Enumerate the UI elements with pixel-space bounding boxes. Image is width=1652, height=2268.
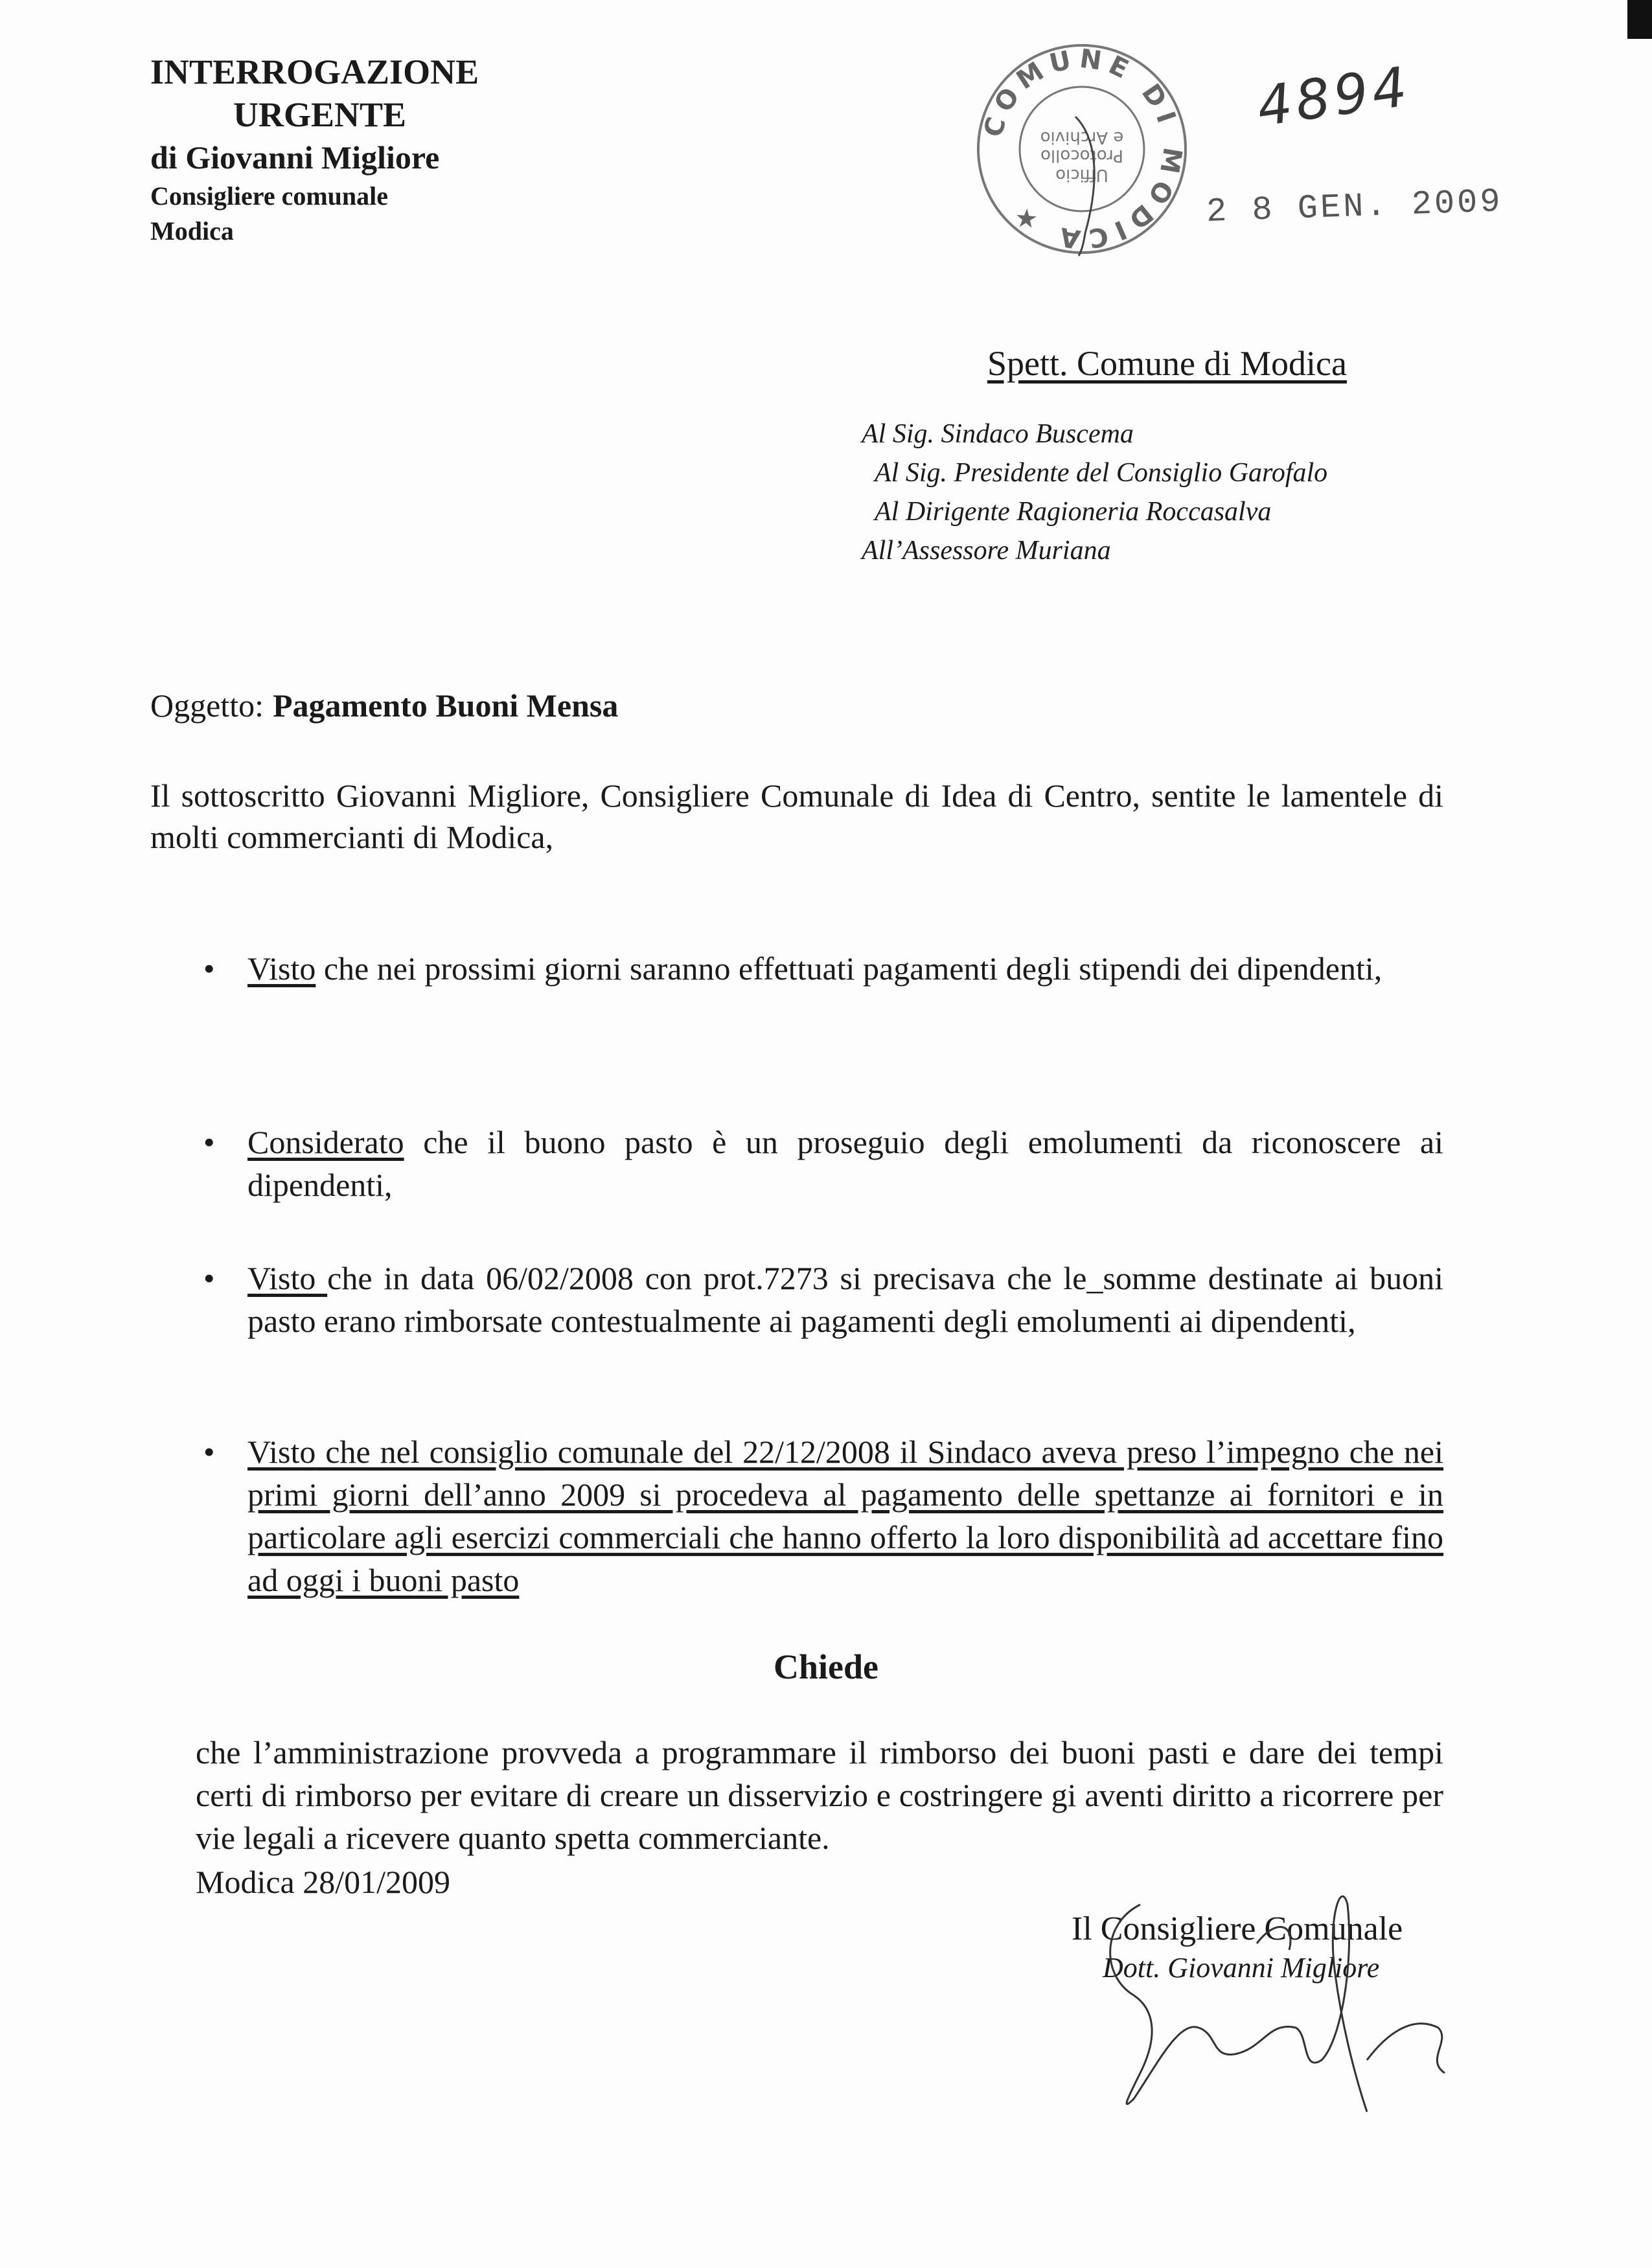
protocol-number: 4894 bbox=[1253, 54, 1415, 139]
bullet-icon: • bbox=[203, 1434, 215, 1470]
urgency-label: URGENTE bbox=[233, 95, 407, 134]
bullet-text: che nei prossimi giorni saranno effettuati pagamenti degli stipendi dei dipendenti, bbox=[315, 950, 1382, 987]
list-item bbox=[150, 947, 1443, 990]
bullet-text: che nel consiglio comunale del 22/12/2008 il Sindaco aveva preso l’impegno che nei primi giorni dell’anno 2009 si procedeva al pagamento delle spettanze ai fornitori e in particolare agli esercizi commerciali che hanno offerto la loro disponibilità ad accettare fino ad oggi i buoni pasto bbox=[247, 1434, 1443, 1598]
list-item bbox=[150, 1257, 1443, 1342]
subject-line bbox=[150, 687, 618, 724]
bullet-lead: Visto bbox=[247, 1260, 328, 1296]
bullet-text: che il buono pasto è un proseguio degli emolumenti da riconoscere ai dipendenti, bbox=[247, 1124, 1443, 1203]
bullet-lead: Considerato bbox=[247, 1124, 404, 1160]
document-type: INTERROGAZIONE bbox=[150, 52, 479, 91]
sender-role: Consigliere comunale bbox=[150, 181, 389, 211]
recipient-item: Al Sig. Sindaco Buscema bbox=[862, 419, 1134, 449]
place-date: Modica 28/01/2009 bbox=[196, 1864, 451, 1900]
recipient-item: Al Dirigente Ragioneria Roccasalva bbox=[875, 497, 1272, 527]
bullet-icon: • bbox=[203, 1260, 215, 1296]
bullet-icon: • bbox=[203, 1124, 215, 1160]
recipient-list bbox=[862, 415, 1327, 570]
svg-text:Protocollo: Protocollo bbox=[1040, 146, 1123, 165]
bullet-lead: Visto bbox=[247, 950, 316, 987]
subject-value: Pagamento Buoni Mensa bbox=[272, 687, 619, 724]
svg-text:e Archivio: e Archivio bbox=[1040, 128, 1124, 147]
signature-title: Il Consigliere Comunale bbox=[1072, 1910, 1403, 1947]
addressee: Spett. Comune di Modica bbox=[987, 344, 1347, 383]
intro-paragraph: Il sottoscritto Giovanni Migliore, Consigliere Comunale di Idea di Centro, sentite le lamentele di molti commercianti di Modica, bbox=[150, 777, 1443, 855]
request-heading: Chiede bbox=[774, 1647, 878, 1686]
bullet-text: che in data 06/02/2008 con prot.7273 si precisava che le_somme destinate ai buoni pasto erano rimborsate contestualmente ai pagamenti degli emolumenti ai dipendenti, bbox=[247, 1260, 1443, 1339]
list-item bbox=[150, 1121, 1443, 1206]
bullet-lead: Visto bbox=[247, 1434, 316, 1470]
svg-text:COMUNE DI MODICA ★: COMUNE DI MODICA ★ bbox=[978, 43, 1187, 255]
protocol-stamp-icon bbox=[972, 39, 1192, 259]
signature-name: Dott. Giovanni Migliore bbox=[1103, 1952, 1380, 1984]
subject-label: Oggetto: bbox=[150, 687, 264, 724]
sender-block bbox=[150, 51, 479, 249]
list-item bbox=[150, 1430, 1443, 1601]
svg-text:Ufficio: Ufficio bbox=[1055, 165, 1108, 185]
handwritten-signature-icon bbox=[1062, 1866, 1464, 2138]
request-paragraph: che l’amministrazione provveda a programmare il rimborso dei buoni pasti e dare dei tempi certi di rimborso per evitare di creare un disservizio e costringere gi aventi diritto a ricorrere per vie legali a ricevere quanto spetta commerciante. bbox=[196, 1734, 1443, 1856]
bullet-icon: • bbox=[203, 950, 215, 987]
recipient-item: All’Assessore Muriana bbox=[862, 536, 1111, 566]
recipient-item: Al Sig. Presidente del Consiglio Garofalo bbox=[875, 458, 1328, 488]
scan-edge bbox=[1627, 0, 1652, 39]
received-date-stamp: 2 8 GEN. 2009 bbox=[1206, 183, 1504, 231]
sender-name: di Giovanni Migliore bbox=[150, 139, 440, 176]
sender-city: Modica bbox=[150, 216, 234, 246]
